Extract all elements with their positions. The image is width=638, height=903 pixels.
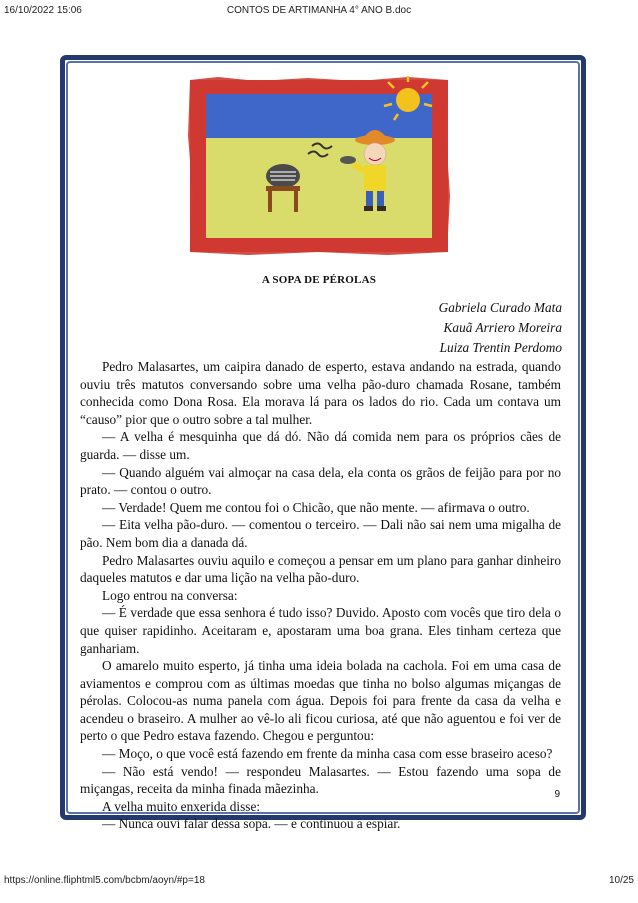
story-paragraph: Logo entrou na conversa: [102, 587, 238, 603]
story-paragraph: — Nunca ouvi falar dessa sopa. — e continuou a espiar. [102, 816, 401, 832]
page-number: 9 [554, 789, 560, 800]
story-paragraph: — Eita velha pão-duro. — comentou o terceiro. — Dali não sai nem uma migalha de pão. Nem bom dia a danada dá. [80, 517, 561, 550]
story-paragraph: — Quando alguém vai almoçar na casa dela, ela conta os grãos de feijão para por no prato. — contou o outro. [80, 464, 561, 498]
story-paragraph: Pedro Malasartes ouviu aquilo e começou a pensar em um plano para ganhar dinheiro daqueles matutos e dar uma lição na velha pão-duro. [80, 552, 561, 586]
print-document-title: CONTOS DE ARTIMANHA 4° ANO B.doc [226, 5, 412, 16]
story-paragraph: — É verdade que essa senhora é tudo isso? Duvido. Aposto com vocês que tiro dela o que quiser rapidinho. Aceitaram e, apostaram uma boa grana. Eles tinham certeza que ganhariam. [80, 605, 561, 656]
source-url[interactable]: https://online.fliphtml5.com/bcbm/aoyn/#p=18 [4, 875, 205, 886]
sun-icon [396, 88, 420, 112]
story-paragraph: — Moço, o que você está fazendo em frente da minha casa com esse braseiro aceso? [102, 746, 553, 762]
print-datetime: 16/10/2022 15:06 [4, 5, 82, 16]
story-paragraph: O amarelo muito esperto, já tinha uma ideia bolada na cachola. Foi em uma casa de aviamentos e comprou com as últimas moedas que tinha no bolso algumas miçangas de pérolas. Colocou-as numa panela com água. Depois foi para frente da casa da velha e acendeu o braseiro. A mulher ao vê-lo ali ficou curiosa, até que não aguentou e foi ver de perto o que Pedro estava fazendo. Chegou e perguntou: [80, 658, 561, 744]
author-list [439, 298, 562, 358]
story-paragraph: — Não está vendo! — respondeu Malasartes. — Estou fazendo uma sopa de miçangas, receita da minha finada mãezinha. [80, 763, 561, 797]
story-title: A SOPA DE PÉROLAS [261, 274, 377, 286]
story-body [80, 358, 561, 833]
author-name: Kauã Arriero Moreira [443, 320, 562, 335]
ground [206, 138, 432, 238]
author-name: Luiza Trentin Perdomo [439, 340, 562, 355]
story-paragraph: — A velha é mesquinha que dá dó. Não dá comida nem para os próprios cães de guarda. — disse um. [80, 429, 561, 462]
story-paragraph: — Verdade! Quem me contou foi o Chicão, que não mente. — afirmava o outro. [102, 499, 530, 515]
page-counter: 10/25 [608, 875, 634, 886]
author-name: Gabriela Curado Mata [438, 300, 562, 315]
story-paragraph: Pedro Malasartes, um caipira danado de esperto, estava andando na estrada, quando ouviu três matutos conversando sobre uma velha pão-duro chamada Rosane, também conhecida como Dona Rosa. Ela morava lá para os lados do rio. Cada um contava um “causo” pior que o outro sobre a tal mulher. [80, 359, 561, 427]
story-paragraph: A velha muito enxerida disse: [102, 798, 261, 814]
story-illustration [188, 76, 450, 256]
